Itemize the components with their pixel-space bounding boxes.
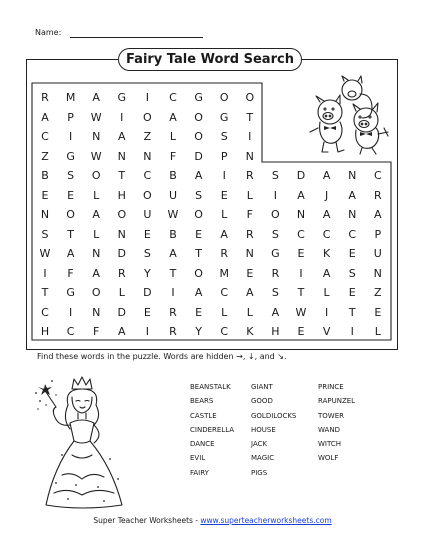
grid-letter: F <box>93 325 100 338</box>
grid-letter: B <box>41 169 49 182</box>
grid-letter: I <box>299 266 303 280</box>
grid-letter: A <box>322 208 331 221</box>
name-line <box>70 37 203 38</box>
grid-letter: O <box>117 208 127 221</box>
grid-letter: F <box>169 149 177 163</box>
grid-letter: A <box>348 188 356 202</box>
grid-letter: I <box>324 305 329 319</box>
border-bottom <box>26 349 398 350</box>
word-item: BEANSTALK <box>190 383 231 391</box>
grid-letter: O <box>91 286 101 299</box>
word-list-column-3 <box>318 380 355 466</box>
word-list-column-2 <box>251 380 296 480</box>
grid-letter: A <box>194 169 203 182</box>
grid-letter: C <box>41 130 49 143</box>
grid-letter: H <box>117 188 126 202</box>
grid-letter: A <box>374 208 382 221</box>
grid-letter: D <box>194 149 203 163</box>
grid-letter: D <box>117 305 127 319</box>
grid-letter: W <box>295 305 307 319</box>
grid-letter: R <box>169 305 177 319</box>
grid-letter: F <box>246 208 253 221</box>
grid-letter: T <box>348 305 356 319</box>
grid-letter: C <box>322 227 331 241</box>
grid-letter: C <box>348 227 357 241</box>
word-item: JACK <box>251 440 268 449</box>
grid-letter: A <box>169 110 177 124</box>
grid-letter: T <box>246 110 254 124</box>
grid-letter: P <box>220 149 228 163</box>
grid-letter: U <box>168 188 178 202</box>
grid-letter: G <box>271 247 280 260</box>
grid-letter: G <box>66 286 75 299</box>
grid-letter: L <box>93 188 100 202</box>
grid-letter: O <box>143 110 152 124</box>
grid-letter: I <box>145 91 150 104</box>
grid-letter: N <box>373 266 382 280</box>
grid-letter: A <box>297 188 305 202</box>
grid-letter: C <box>66 325 75 338</box>
grid-letter: I <box>222 169 226 182</box>
word-item: EVIL <box>190 454 206 463</box>
grid-letter: K <box>246 325 254 338</box>
grid-letter: S <box>271 169 279 182</box>
border-top-left <box>26 59 118 60</box>
grid-letter: V <box>322 325 331 338</box>
grid-letter: O <box>143 188 152 202</box>
grid-letter: C <box>220 325 229 338</box>
grid-letter: A <box>118 325 126 338</box>
word-item: CINDERELLA <box>190 425 235 434</box>
grid-letter: R <box>245 227 254 241</box>
grid-letter: H <box>40 325 50 338</box>
grid-letter: N <box>117 227 126 241</box>
grid-letter: G <box>66 149 75 163</box>
grid-letter: N <box>348 208 357 221</box>
arrow-right-icon: → <box>236 352 243 361</box>
word-list-column-1 <box>190 380 234 480</box>
word-item: FAIRY <box>190 468 209 477</box>
grid-letter: A <box>271 305 280 319</box>
grid-letter: R <box>271 266 280 280</box>
grid-letter: L <box>323 286 330 299</box>
grid-letter: E <box>297 325 305 338</box>
grid-letter: S <box>67 169 75 182</box>
grid-letter: U <box>373 247 382 260</box>
word-item: GOOD <box>251 397 273 406</box>
grid-letter: O <box>219 91 229 104</box>
grid-letter: I <box>273 188 278 202</box>
grid-letter: S <box>195 188 203 202</box>
footer-text: Super Teacher Worksheets - <box>93 516 201 525</box>
grid-letter: Z <box>41 149 49 163</box>
grid-letter: I <box>248 130 252 143</box>
grid-letter: A <box>220 227 228 241</box>
grid-letter: A <box>194 286 203 299</box>
grid-letter: L <box>118 286 125 299</box>
grid-letter: E <box>67 188 75 202</box>
grid-letter: N <box>245 247 254 260</box>
grid-letter: R <box>245 169 254 182</box>
grid-letter: O <box>194 266 203 280</box>
grid-letter: T <box>118 169 126 182</box>
word-item: RAPUNZEL <box>318 397 356 406</box>
three-little-pigs-illustration <box>300 74 394 156</box>
instructions: Find these words in the puzzle. Words are hidden →, ↓, and ↘. <box>37 352 287 361</box>
grid-letter: O <box>271 208 280 221</box>
grid-letter: Z <box>143 130 152 143</box>
grid-letter: L <box>221 305 228 319</box>
grid-letter: L <box>93 227 100 241</box>
grid-letter: M <box>219 266 229 280</box>
grid-letter: D <box>296 169 306 182</box>
grid-letter: L <box>169 130 177 143</box>
grid-letter: A <box>92 266 100 280</box>
grid-letter: A <box>169 247 177 260</box>
word-item: WITCH <box>318 440 342 449</box>
grid-letter: S <box>348 266 356 280</box>
word-item: WAND <box>318 425 340 434</box>
grid-letter: O <box>66 208 75 221</box>
grid-letter: N <box>92 305 101 319</box>
grid-letter: R <box>41 91 49 104</box>
grid-letter: I <box>120 110 124 124</box>
grid-letter: O <box>194 110 203 124</box>
footer-link[interactable]: www.superteacherworksheets.com <box>200 516 332 525</box>
grid-letter: S <box>271 286 279 299</box>
grid-letter: S <box>271 227 279 241</box>
grid-letter: C <box>143 169 152 182</box>
grid-letter: B <box>169 169 177 182</box>
grid-letter: N <box>40 208 50 221</box>
grid-letter: E <box>195 305 203 319</box>
grid-letter: E <box>246 266 254 280</box>
grid-letter: A <box>322 266 331 280</box>
grid-letter: Y <box>195 325 202 338</box>
grid-letter: C <box>220 286 229 299</box>
grid-letter: R <box>117 266 126 280</box>
grid-letter: C <box>373 169 382 182</box>
grid-letter: L <box>374 325 381 338</box>
grid-letter: N <box>348 169 357 182</box>
arrow-down-icon: ↓ <box>247 352 255 361</box>
grid-letter: R <box>220 247 229 260</box>
grid-letter: I <box>68 130 73 143</box>
grid-letter: N <box>245 149 254 163</box>
grid-letter: A <box>118 130 126 143</box>
grid-letter: W <box>39 247 51 260</box>
grid-letter: A <box>92 208 100 221</box>
word-item: CASTLE <box>190 411 217 420</box>
grid-letter: T <box>195 247 202 260</box>
word-item: TOWER <box>318 411 344 420</box>
grid-letter: W <box>90 149 102 163</box>
grid-letter: G <box>194 91 203 104</box>
grid-letter: N <box>117 149 126 163</box>
grid-letter: L <box>246 188 253 202</box>
grid-letter: W <box>90 110 102 124</box>
word-item: GOLDILOCKS <box>251 411 297 420</box>
grid-letter: S <box>220 130 228 143</box>
grid-letter: L <box>221 208 228 221</box>
grid-letter: F <box>67 266 74 280</box>
grid-letter: R <box>373 188 382 202</box>
grid-letter: E <box>143 305 151 319</box>
grid-letter: L <box>246 305 253 319</box>
fairy-princess-illustration <box>32 375 144 511</box>
grid-letter: T <box>67 227 74 241</box>
word-item: WOLF <box>318 454 339 463</box>
grid-letter: N <box>143 149 152 163</box>
grid-letter: N <box>92 247 101 260</box>
grid-letter: T <box>41 286 49 299</box>
grid-letter: A <box>322 169 331 182</box>
grid-letter: E <box>143 227 151 241</box>
grid-letter: K <box>322 247 331 260</box>
word-item: MAGIC <box>251 454 275 463</box>
grid-letter: Z <box>374 286 382 299</box>
grid-letter: W <box>167 208 179 221</box>
border-top-right <box>302 59 398 60</box>
grid-letter: I <box>350 325 354 338</box>
grid-letter: E <box>297 247 305 260</box>
grid-letter: E <box>374 305 382 319</box>
grid-letter: E <box>348 247 356 260</box>
footer <box>0 516 425 525</box>
word-item: DANCE <box>190 440 215 449</box>
word-item: HOUSE <box>251 425 276 434</box>
grid-letter: O <box>194 130 203 143</box>
grid-letter: I <box>43 266 47 280</box>
grid-letter: S <box>143 247 151 260</box>
grid-letter: P <box>67 110 74 124</box>
grid-letter: U <box>143 208 152 221</box>
grid-letter: T <box>297 286 305 299</box>
border-right <box>397 59 398 349</box>
grid-letter: E <box>220 188 228 202</box>
grid-letter: G <box>117 91 127 104</box>
grid-letter: E <box>195 227 203 241</box>
grid-letter: A <box>66 247 75 260</box>
name-label: Name: <box>35 28 62 37</box>
word-item: PRINCE <box>318 383 344 391</box>
grid-letter: S <box>41 227 49 241</box>
grid-letter: P <box>374 227 382 241</box>
grid-letter: H <box>271 325 280 338</box>
border-left <box>26 59 27 349</box>
grid-letter: I <box>171 286 175 299</box>
grid-letter: C <box>41 305 49 319</box>
word-item: PIGS <box>251 468 268 477</box>
word-item: GIANT <box>251 383 273 391</box>
grid-letter: T <box>169 266 177 280</box>
grid-letter: M <box>65 91 76 104</box>
grid-letter: D <box>117 247 127 260</box>
grid-letter: I <box>68 305 73 319</box>
grid-letter: E <box>348 286 356 299</box>
grid-letter: N <box>296 208 306 221</box>
grid-letter: O <box>194 208 203 221</box>
grid-letter: B <box>169 227 177 241</box>
grid-letter: J <box>324 188 329 202</box>
grid-letter: O <box>91 169 101 182</box>
grid-letter: D <box>143 286 152 299</box>
grid-letter: N <box>92 130 101 143</box>
worksheet-title: Fairy Tale Word Search <box>118 48 302 71</box>
grid-letter: G <box>219 110 229 124</box>
grid-letter: E <box>41 188 49 202</box>
grid-letter: A <box>92 91 100 104</box>
grid-letter: R <box>169 325 177 338</box>
grid-letter: C <box>297 227 305 241</box>
grid-letter: A <box>246 286 254 299</box>
grid-letter: Y <box>144 266 151 280</box>
word-item: BEARS <box>190 397 214 406</box>
grid-letter: I <box>145 325 150 338</box>
grid-letter: A <box>41 110 49 124</box>
arrow-diagonal-icon: ↘ <box>277 352 284 361</box>
grid-letter: O <box>245 91 255 104</box>
grid-letter: C <box>169 91 177 104</box>
